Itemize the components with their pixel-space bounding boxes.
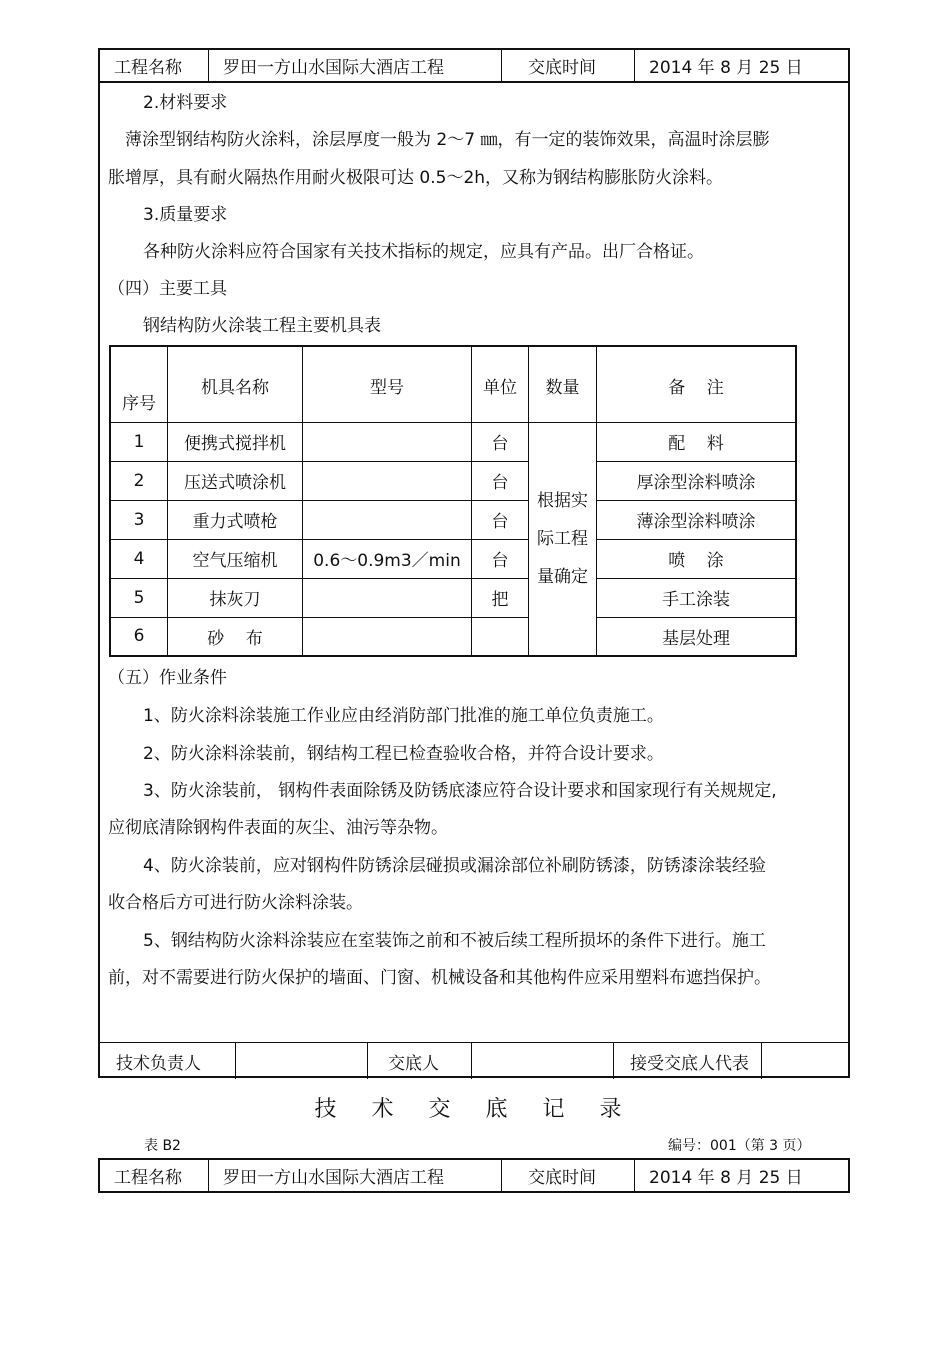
quality-heading: 3.质量要求 [143,205,228,225]
col-unit: 单位 [472,346,529,422]
condition-5b: 前，对不需要进行防火保护的墙面、门窗、机械设备和其他构件应采用塑料布遮挡保护。 [108,968,771,988]
row-unit [472,617,529,656]
condition-3b: 应彻底清除钢构件表面的灰尘、油污等杂物。 [108,818,448,838]
table-row [110,500,796,539]
col-name: 机具名称 [168,346,303,422]
condition-1: 1、防火涂料涂装施工作业应由经消防部门批准的施工单位负责施工。 [143,706,664,726]
tech-lead-label: 技术负责人 [98,1043,236,1080]
materials-line-1: 薄涂型钢结构防火涂料，涂层厚度一般为 2～7 ㎜，有一定的装饰效果，高温时涂层膨 [125,130,770,150]
row-model [303,578,472,617]
row-remark: 厚涂型涂料喷涂 [597,461,797,500]
row-unit: 台 [472,539,529,578]
row-no: 6 [110,617,168,656]
row-model [303,617,472,656]
quality-text: 各种防火涂料应符合国家有关技术指标的规定，应具有产品。出厂合格证。 [143,242,704,262]
materials-heading: 2.材料要求 [143,93,228,113]
row-remark: 配 料 [597,422,797,461]
col-remark: 备 注 [597,346,797,422]
col-model: 型号 [303,346,472,422]
project-value: 罗田一方山水国际大酒店工程 [209,49,502,82]
row-model [303,461,472,500]
row-name: 抹灰刀 [168,578,303,617]
project-label: 工程名称 [99,49,209,82]
record-title: 技 术 交 底 记 录 [314,1097,636,1122]
date-label: 交底时间 [502,1159,635,1192]
condition-2: 2、防火涂料涂装前，钢结构工程已检查验收合格，并符合设计要求。 [143,744,664,764]
condition-3a: 3、防火涂装前， 钢构件表面除锈及防锈底漆应符合设计要求和国家现行有关规规定, [143,781,777,801]
col-qty: 数量 [529,346,597,422]
table-row [110,539,796,578]
table-row [110,461,796,500]
condition-4a: 4、防火涂装前，应对钢构件防锈涂层碰损或漏涂部位补刷防锈漆，防锈漆涂装经验 [143,856,766,876]
serial-number: 编号：001（第 3 页） [668,1138,811,1154]
tools-caption: 钢结构防火涂装工程主要机具表 [143,316,381,336]
receiver-signature[interactable] [762,1043,851,1080]
tools-heading: （四）主要工具 [108,279,227,299]
conditions-heading: （五）作业条件 [108,668,227,688]
row-no: 3 [110,500,168,539]
signoff-table [98,1042,850,1079]
row-unit: 台 [472,500,529,539]
row-name: 重力式喷枪 [168,500,303,539]
quantity-note: 根据实际工程量确定 [529,422,597,656]
table-row [110,617,796,656]
row-unit: 把 [472,578,529,617]
row-name: 便携式搅拌机 [168,422,303,461]
table-row [110,578,796,617]
project-label: 工程名称 [99,1159,209,1192]
row-unit: 台 [472,461,529,500]
row-model [303,500,472,539]
row-no: 4 [110,539,168,578]
row-remark: 喷 涂 [597,539,797,578]
row-name: 压送式喷涂机 [168,461,303,500]
row-model [303,422,472,461]
row-no: 1 [110,422,168,461]
col-no: 序号 [110,346,168,422]
row-no: 5 [110,578,168,617]
row-model: 0.6～0.9m3／min [303,539,472,578]
header-table [98,48,850,83]
row-name: 空气压缩机 [168,539,303,578]
row-unit: 台 [472,422,529,461]
tools-table [109,345,797,657]
date-value: 2014 年 8 月 25 日 [635,1159,850,1192]
row-remark: 基层处理 [597,617,797,656]
date-label: 交底时间 [502,49,635,82]
materials-line-2: 胀增厚，具有耐火隔热作用耐火极限可达 0.5～2h，又称为钢结构膨胀防火涂料。 [108,168,724,188]
receiver-label: 接受交底人代表 [614,1043,762,1080]
date-value: 2014 年 8 月 25 日 [635,49,850,82]
row-remark: 薄涂型涂料喷涂 [597,500,797,539]
row-name: 砂 布 [168,617,303,656]
form-number: 表 B2 [144,1138,181,1154]
condition-5a: 5、钢结构防火涂料涂装应在室装饰之前和不被后续工程所损坏的条件下进行。施工 [143,931,766,951]
table-row [110,422,796,461]
row-remark: 手工涂装 [597,578,797,617]
project-value: 罗田一方山水国际大酒店工程 [209,1159,502,1192]
discloser-signature[interactable] [472,1043,614,1080]
next-header-table [98,1158,850,1193]
condition-4b: 收合格后方可进行防火涂料涂装。 [108,893,363,913]
discloser-label: 交底人 [368,1043,472,1080]
row-no: 2 [110,461,168,500]
tech-lead-signature[interactable] [236,1043,368,1080]
